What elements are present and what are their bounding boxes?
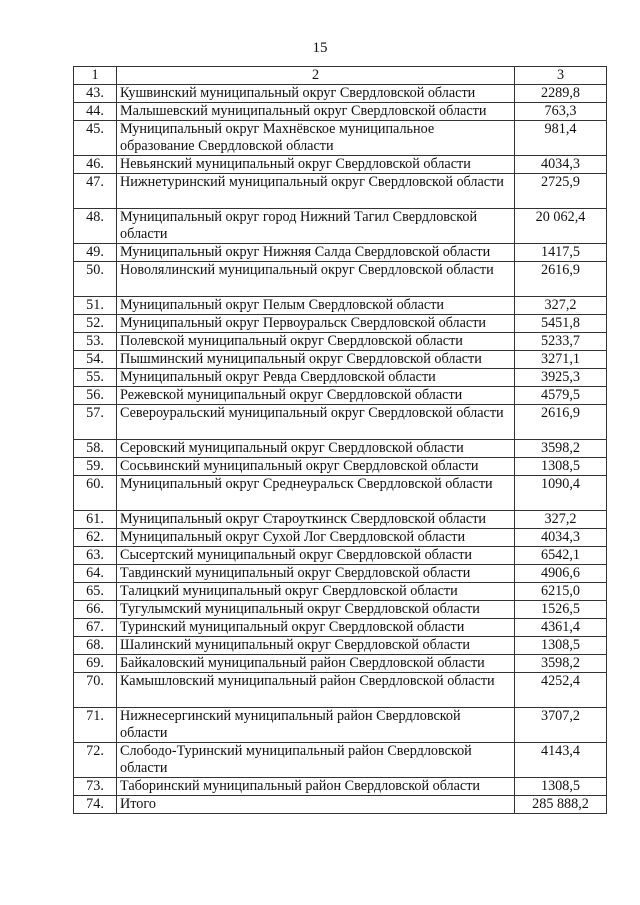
table-row [74, 440, 607, 458]
row-value: 5233,7 [515, 333, 607, 351]
row-value: 4579,5 [515, 387, 607, 405]
table-row [74, 708, 607, 743]
row-name: Муниципальный округ город Нижний Тагил Свердловской области [117, 209, 515, 244]
table-row [74, 458, 607, 476]
row-name: Муниципальный округ Первоуральск Свердловской области [117, 315, 515, 333]
row-value: 4252,4 [515, 673, 607, 708]
row-number: 60. [74, 476, 117, 511]
row-value: 327,2 [515, 511, 607, 529]
row-number: 46. [74, 156, 117, 174]
row-name: Серовский муниципальный округ Свердловской области [117, 440, 515, 458]
table-row [74, 529, 607, 547]
row-number: 47. [74, 174, 117, 209]
row-number: 64. [74, 565, 117, 583]
table-row [74, 85, 607, 103]
row-value: 1417,5 [515, 244, 607, 262]
row-name: Невьянский муниципальный округ Свердловской области [117, 156, 515, 174]
row-number: 43. [74, 85, 117, 103]
row-value: 5451,8 [515, 315, 607, 333]
row-name: Пышминский муниципальный округ Свердловской области [117, 351, 515, 369]
row-value: 4034,3 [515, 156, 607, 174]
row-number: 49. [74, 244, 117, 262]
table-row [74, 156, 607, 174]
row-name: Муниципальный округ Сухой Лог Свердловской области [117, 529, 515, 547]
row-value: 1308,5 [515, 458, 607, 476]
row-value: 4361,4 [515, 619, 607, 637]
row-number: 71. [74, 708, 117, 743]
row-name: Муниципальный округ Ревда Свердловской области [117, 369, 515, 387]
row-name: Муниципальный округ Староуткинск Свердловской области [117, 511, 515, 529]
row-name: Режевской муниципальный округ Свердловской области [117, 387, 515, 405]
table-row [74, 583, 607, 601]
row-value: 1308,5 [515, 778, 607, 796]
row-number: 66. [74, 601, 117, 619]
row-name: Нижнетуринский муниципальный округ Свердловской области [117, 174, 515, 209]
row-value: 327,2 [515, 297, 607, 315]
row-number: 61. [74, 511, 117, 529]
allocation-table [73, 66, 607, 814]
row-value: 3598,2 [515, 655, 607, 673]
table-row [74, 174, 607, 209]
table-row [74, 511, 607, 529]
table-row [74, 619, 607, 637]
row-name: Сысертский муниципальный округ Свердловской области [117, 547, 515, 565]
row-value: 1308,5 [515, 637, 607, 655]
row-number: 73. [74, 778, 117, 796]
row-value: 3925,3 [515, 369, 607, 387]
table-row [74, 333, 607, 351]
row-value: 4143,4 [515, 743, 607, 778]
row-name: Таборинский муниципальный район Свердловской области [117, 778, 515, 796]
row-name: Муниципальный округ Нижняя Салда Свердловской области [117, 244, 515, 262]
table-header-row [74, 67, 607, 85]
row-number: 48. [74, 209, 117, 244]
table-row [74, 743, 607, 778]
row-name: Шалинский муниципальный округ Свердловской области [117, 637, 515, 655]
row-number: 72. [74, 743, 117, 778]
row-name: Нижнесергинский муниципальный район Свердловской области [117, 708, 515, 743]
row-number: 67. [74, 619, 117, 637]
row-name: Муниципальный округ Пелым Свердловской области [117, 297, 515, 315]
table-row [74, 262, 607, 297]
row-value: 3598,2 [515, 440, 607, 458]
table-row [74, 387, 607, 405]
row-number: 55. [74, 369, 117, 387]
row-number: 59. [74, 458, 117, 476]
row-name: Камышловский муниципальный район Свердловской области [117, 673, 515, 708]
row-number: 62. [74, 529, 117, 547]
row-name: Сосьвинский муниципальный округ Свердловской области [117, 458, 515, 476]
table-row [74, 637, 607, 655]
row-number: 56. [74, 387, 117, 405]
row-name: Тавдинский муниципальный округ Свердловской области [117, 565, 515, 583]
table-row [74, 796, 607, 814]
row-value: 6542,1 [515, 547, 607, 565]
row-value: 20 062,4 [515, 209, 607, 244]
table-row [74, 673, 607, 708]
row-value: 4034,3 [515, 529, 607, 547]
row-number: 50. [74, 262, 117, 297]
table-row [74, 209, 607, 244]
row-name: Новолялинский муниципальный округ Свердловской области [117, 262, 515, 297]
table-row [74, 244, 607, 262]
table-row [74, 547, 607, 565]
table-row [74, 655, 607, 673]
row-number: 58. [74, 440, 117, 458]
row-value: 981,4 [515, 121, 607, 156]
row-number: 70. [74, 673, 117, 708]
row-number: 52. [74, 315, 117, 333]
row-number: 44. [74, 103, 117, 121]
row-value: 2616,9 [515, 405, 607, 440]
table-row [74, 565, 607, 583]
row-name: Муниципальный округ Махнёвское муниципальное образование Свердловской области [117, 121, 515, 156]
row-number: 54. [74, 351, 117, 369]
row-value: 3707,2 [515, 708, 607, 743]
row-name: Малышевский муниципальный округ Свердловской области [117, 103, 515, 121]
row-value: 6215,0 [515, 583, 607, 601]
page-number: 15 [312, 40, 328, 56]
row-number: 51. [74, 297, 117, 315]
row-value: 4906,6 [515, 565, 607, 583]
table-row [74, 121, 607, 156]
table-row [74, 103, 607, 121]
row-value: 2616,9 [515, 262, 607, 297]
row-number: 69. [74, 655, 117, 673]
row-name: Байкаловский муниципальный район Свердловской области [117, 655, 515, 673]
header-col-2: 2 [117, 67, 515, 85]
row-name: Талицкий муниципальный округ Свердловской области [117, 583, 515, 601]
table-row [74, 315, 607, 333]
table-row [74, 601, 607, 619]
row-name: Муниципальный округ Среднеуральск Свердловской области [117, 476, 515, 511]
row-value: 3271,1 [515, 351, 607, 369]
row-number: 68. [74, 637, 117, 655]
row-name: Североуральский муниципальный округ Свердловской области [117, 405, 515, 440]
row-number: 63. [74, 547, 117, 565]
row-value: 1526,5 [515, 601, 607, 619]
table-row [74, 369, 607, 387]
row-number: 57. [74, 405, 117, 440]
row-number: 65. [74, 583, 117, 601]
header-col-1: 1 [74, 67, 117, 85]
table-row [74, 405, 607, 440]
header-col-3: 3 [515, 67, 607, 85]
table-row [74, 351, 607, 369]
row-name: Итого [117, 796, 515, 814]
row-number: 53. [74, 333, 117, 351]
row-name: Кушвинский муниципальный округ Свердловской области [117, 85, 515, 103]
row-name: Слободо-Туринский муниципальный район Свердловской области [117, 743, 515, 778]
row-number: 74. [74, 796, 117, 814]
table-row [74, 778, 607, 796]
table-row [74, 476, 607, 511]
row-value: 763,3 [515, 103, 607, 121]
row-name: Туринский муниципальный округ Свердловской области [117, 619, 515, 637]
table-row [74, 297, 607, 315]
row-name: Полевской муниципальный округ Свердловской области [117, 333, 515, 351]
row-value: 1090,4 [515, 476, 607, 511]
row-name: Тугулымский муниципальный округ Свердловской области [117, 601, 515, 619]
row-value: 2725,9 [515, 174, 607, 209]
row-value: 285 888,2 [515, 796, 607, 814]
row-number: 45. [74, 121, 117, 156]
row-value: 2289,8 [515, 85, 607, 103]
